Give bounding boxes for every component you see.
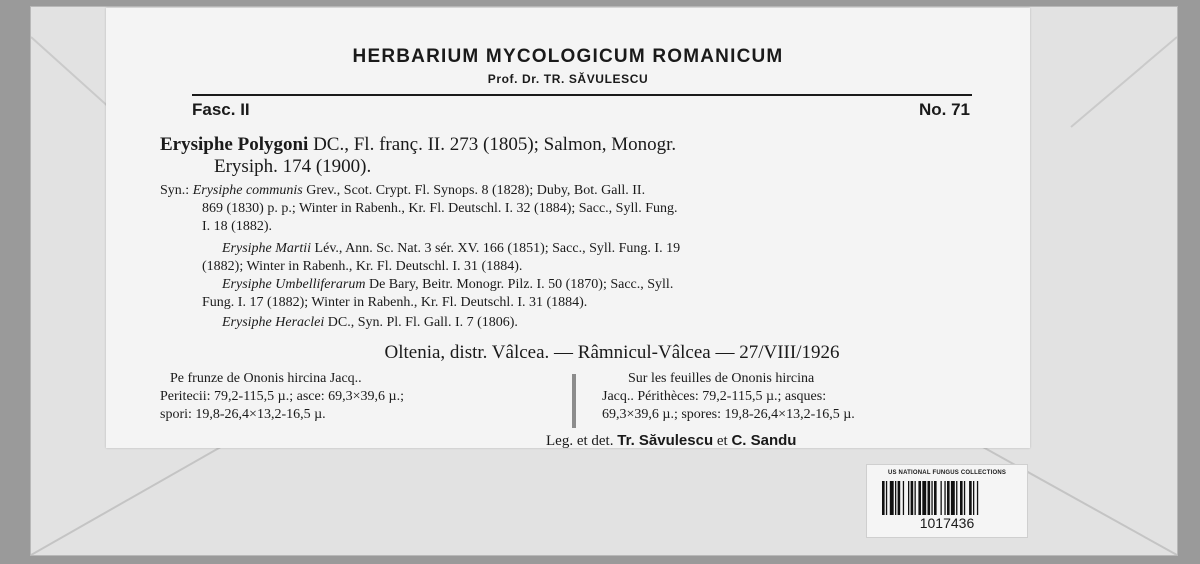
synonym-citation: De Bary, Beitr. Monogr. Pilz. I. 50 (1870); Sacc., Syll. [368, 277, 674, 292]
fascicle-number: Fasc. II [192, 100, 250, 119]
species-citation-1: DC., Fl. franç. II. 273 (1805); Salmon, Monogr. [313, 134, 677, 155]
barcode-icon [882, 481, 1012, 515]
synonym-name: Erysiphe Heraclei [222, 315, 325, 330]
collector-name: C. Sandu [731, 432, 797, 449]
synonym-citation: Fung. I. 17 (1882); Winter in Rabenh., Kr. Fl. Deutschl. I. 31 (1884). [202, 295, 588, 310]
host-ro-line: Pe frunze de Ononis hircina Jacq.. [170, 371, 362, 386]
collector-line [546, 432, 796, 450]
synonym-citation: DC., Syn. Pl. Fl. Gall. I. 7 (1806). [327, 315, 518, 330]
collection-locality: Oltenia, distr. Vâlcea. — Râmnicul-Vâlcea — 27/VIII/1926 [384, 342, 840, 363]
synonym-citation: 869 (1830) p. p.; Winter in Rabenh., Kr. Fl. Deutschl. I. 32 (1884); Sacc., Syll. Fung. [202, 201, 678, 216]
synonym-name: Erysiphe Umbelliferarum [222, 277, 366, 292]
synonym-citation: Grev., Scot. Crypt. Fl. Synops. 8 (1828); Duby, Bot. Gall. II. [306, 183, 646, 198]
barcode-number: 1017436 [919, 515, 975, 531]
collector-name: Tr. Săvulescu [617, 432, 714, 449]
collector-prefix: Leg. et det. [546, 433, 614, 449]
host-fr-line: Sur les feuilles de Ononis hircina [628, 371, 815, 386]
synonym-line [222, 314, 518, 331]
barcode-title: US NATIONAL FUNGUS COLLECTIONS [887, 470, 1007, 476]
synonym-citation: I. 18 (1882). [202, 219, 272, 234]
host-ro-line: spori: 19,8-26,4×13,2-16,5 µ. [160, 407, 326, 422]
species-line-1 [160, 134, 676, 156]
synonym-line [160, 182, 645, 199]
synonym-line [222, 276, 673, 293]
synonym-prefix: Syn.: [160, 183, 190, 198]
host-fr-line: 69,3×39,6 µ.; spores: 19,8-26,4×13,2-16,5 µ. [602, 407, 855, 422]
barcode-label [866, 464, 1028, 538]
herbarium-curator: Prof. Dr. TR. SĂVULESCU [487, 72, 649, 86]
synonym-citation: Lév., Ann. Sc. Nat. 3 sér. XV. 166 (1851); Sacc., Syll. Fung. I. 19 [314, 241, 681, 256]
host-description-romanian [160, 370, 404, 424]
host-ro-line: Peritecii: 79,2-115,5 µ.; asce: 69,3×39,6 µ.; [160, 389, 404, 404]
host-fr-line: Jacq.. Périthèces: 79,2-115,5 µ.; asques: [602, 389, 827, 404]
collector-conjunction: et [716, 433, 728, 449]
herbarium-label [106, 8, 1030, 448]
specimen-number: No. 71 [918, 100, 970, 119]
synonym-citation: (1882); Winter in Rabenh., Kr. Fl. Deutschl. I. 31 (1884). [202, 259, 523, 274]
host-description-french [602, 370, 855, 424]
species-citation-2: Erysiph. 174 (1900). [214, 156, 372, 177]
column-divider [572, 374, 576, 428]
synonym-name: Erysiphe Martii [222, 241, 312, 256]
herbarium-title: HERBARIUM MYCOLOGICUM ROMANICUM [352, 46, 784, 67]
synonym-line [222, 240, 680, 257]
synonym-name: Erysiphe communis [192, 183, 303, 198]
header-rule [192, 94, 972, 96]
species-name: Erysiphe Polygoni [160, 134, 309, 155]
